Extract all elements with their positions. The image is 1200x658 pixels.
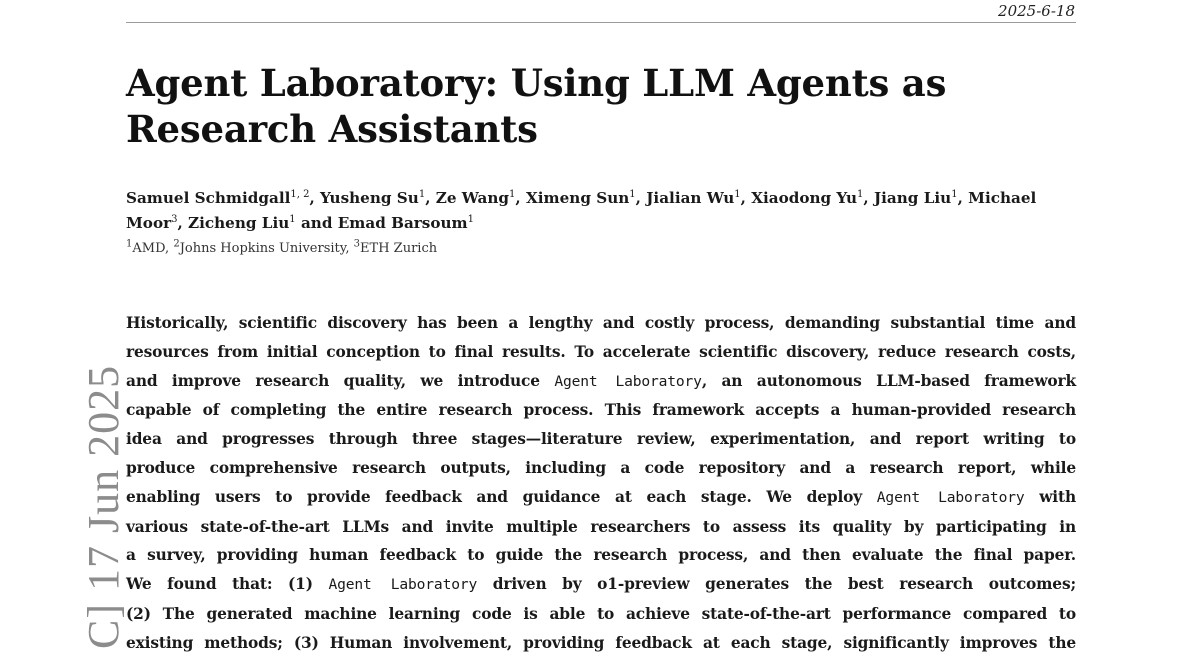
system-name-code: Agent Laboratory [876, 488, 1025, 506]
author-separator: , [425, 189, 436, 207]
abstract-line [126, 513, 1076, 542]
author-separator: , [515, 189, 526, 207]
abstract-line [126, 570, 1076, 600]
abstract-line [126, 309, 1076, 338]
abstract-line [126, 396, 1076, 425]
affiliation-marker: 2 [173, 238, 180, 250]
abstract-text: (2) The generated machine learning code is able to achieve state-of-the-art performance compared to [126, 604, 1076, 623]
paper-title-line-2: Research Assistants [126, 107, 538, 151]
affiliation-marker: 3 [353, 238, 361, 250]
abstract-text: and improve research quality, we introduce [126, 371, 555, 390]
abstract-text: We found that: (1) [126, 575, 329, 594]
abstract-text: existing methods; (3) Human involvement, providing feedback at each stage, significantly improves the [126, 633, 1076, 652]
author-separator: and [295, 214, 338, 232]
author-name: Ze Wang [435, 189, 510, 207]
author-affiliation-marker: 1 [951, 188, 958, 200]
arxiv-margin-stamp: C] 17 Jun 2025 [79, 364, 128, 649]
author-name: Jiang Liu [873, 189, 952, 207]
abstract-text: enabling users to provide feedback and guidance at each stage. We deploy [126, 487, 877, 506]
abstract-text: capable of completing the entire research process. This framework accepts a human-provided research [126, 401, 1076, 420]
author-affiliation-marker: 1 [467, 213, 474, 225]
author-affiliation-marker: 1 [418, 188, 426, 200]
abstract-text: a survey, providing human feedback to guide the research process, and then evaluate the final paper. [126, 546, 1076, 565]
abstract-text: idea and progresses through three stages—literature review, experimentation, and report writing to [126, 430, 1076, 449]
author-separator: , [863, 189, 874, 207]
abstract [126, 309, 1076, 658]
affiliation-marker: 1 [126, 238, 133, 250]
affiliation-name: ETH Zurich [360, 241, 438, 256]
author-list [126, 186, 1086, 236]
abstract-text: with [1024, 487, 1076, 506]
author-affiliation-marker: 1 [629, 188, 636, 200]
author-name: Michael Moor [126, 189, 1037, 232]
abstract-text: various state-of-the-art LLMs and invite multiple researchers to assess its quality by participating in [126, 517, 1076, 536]
author-name: Yusheng Su [320, 189, 419, 207]
abstract-line [126, 483, 1076, 513]
abstract-text: resources from initial conception to final results. To accelerate scientific discovery, reduce research costs, [126, 342, 1076, 361]
abstract-text: , an autonomous LLM-based framework [701, 371, 1077, 390]
system-name-code: Agent Laboratory [554, 372, 702, 390]
author-name: Samuel Schmidgall [126, 189, 291, 207]
author-affiliation-marker: 1 [509, 188, 516, 200]
author-separator: , [177, 214, 189, 232]
abstract-line [126, 629, 1076, 658]
author-separator: , [957, 189, 969, 207]
paper-title-line-1: Agent Laboratory: Using LLM Agents as [126, 61, 947, 105]
author-name: Ximeng Sun [526, 189, 630, 207]
abstract-text: produce comprehensive research outputs, including a code repository and a research report, while [126, 458, 1076, 477]
paper-date: 2025-6-18 [998, 2, 1075, 20]
author-name: Xiaodong Yu [751, 189, 857, 207]
author-affiliation-marker: 1, 2 [290, 188, 310, 200]
author-separator: , [740, 189, 752, 207]
affiliation-separator: , [165, 241, 174, 256]
header-rule [126, 22, 1076, 23]
author-name: Zicheng Liu [188, 214, 290, 232]
author-affiliation-marker: 1 [734, 188, 741, 200]
abstract-line [126, 367, 1076, 397]
author-separator: , [635, 189, 647, 207]
author-name: Emad Barsoum [337, 214, 468, 232]
paper-title [126, 60, 1026, 152]
abstract-line [126, 541, 1076, 570]
affiliation-name: Johns Hopkins University [179, 241, 346, 256]
abstract-line [126, 338, 1076, 367]
author-affiliation-marker: 1 [857, 188, 864, 200]
abstract-text: Historically, scientific discovery has been a lengthy and costly process, demanding substantial time and [126, 314, 1076, 332]
affiliations [126, 239, 437, 259]
system-name-code: Agent Laboratory [328, 576, 478, 594]
author-separator: , [309, 189, 321, 207]
abstract-line [126, 454, 1076, 483]
abstract-text: driven by o1-preview generates the best research outcomes; [477, 575, 1076, 594]
abstract-line [126, 425, 1076, 454]
affiliation-name: AMD [132, 241, 166, 256]
author-name: Jialian Wu [646, 189, 735, 207]
affiliation-separator: , [345, 241, 354, 256]
author-affiliation-marker: 1 [289, 213, 296, 225]
author-affiliation-marker: 3 [171, 213, 178, 225]
abstract-line [126, 600, 1076, 629]
